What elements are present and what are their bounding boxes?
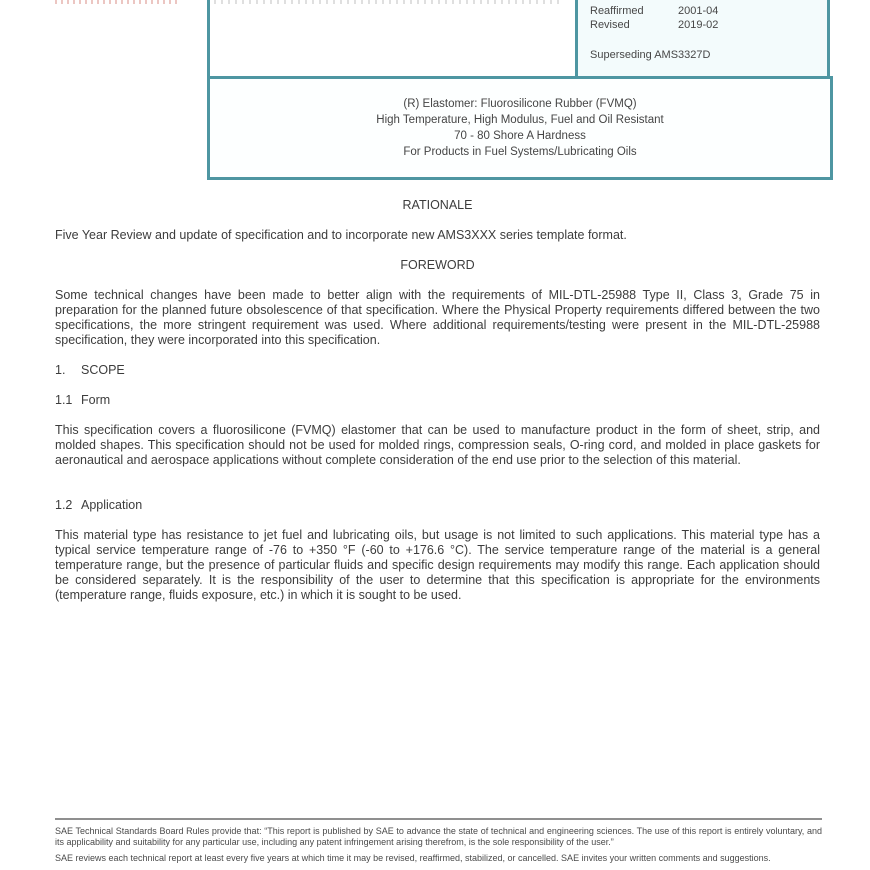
sae-logo-remnant: [55, 0, 180, 4]
title-line-3: 70 - 80 Shore A Hardness: [454, 130, 586, 142]
foreword-heading: FOREWORD: [400, 258, 475, 272]
footer-disclaimer-1: SAE Technical Standards Board Rules provide that: “This report is published by SAE to advance the state of technical and engineering sciences. The use of this report is entirely voluntary, and its applicability and suitability for any particular use, including any patent infringement arising therefrom, is the sole responsibility of the user.”: [55, 826, 822, 847]
section-1-1-title: Form: [81, 393, 111, 407]
specification-title-block: [207, 76, 833, 180]
spacer: [55, 483, 820, 498]
section-1-number: 1.: [55, 363, 66, 377]
header-text-remnant: [214, 0, 564, 4]
section-1-1-heading: [55, 393, 820, 408]
rationale-text: Five Year Review and update of specification and to incorporate new AMS3XXX series template format.: [55, 228, 627, 242]
footer: [55, 818, 822, 870]
section-1-2-number: 1.2: [55, 498, 73, 512]
revision-info-cell: [575, 0, 830, 76]
superseding-note: Superseding AMS3327D: [590, 49, 711, 61]
footer-divider: [55, 818, 822, 820]
title-line-4: For Products in Fuel Systems/Lubricating Oils: [403, 146, 637, 158]
revised-label: Revised: [590, 19, 630, 31]
section-1-2-heading: [55, 498, 820, 513]
title-line-1: (R) Elastomer: Fluorosilicone Rubber (FVMQ): [403, 98, 637, 110]
rationale-heading: RATIONALE: [402, 198, 473, 212]
footer-disclaimer-2: SAE reviews each technical report at least every five years at which time it may be revised, reaffirmed, stabilized, or cancelled. SAE invites your written comments and suggestions.: [55, 853, 771, 863]
revised-date: 2019-02: [678, 19, 719, 31]
section-1-1-text: This specification covers a fluorosilicone (FVMQ) elastomer that can be used to manufacture product in the form of sheet, strip, and molded shapes. This specification should not be used for molded rings, compression seals, O-ring cord, and molded in place gaskets for aeronautical and aerospace applications without complete consideration of the end use prior to the selection of this material.: [55, 423, 820, 467]
section-1-title: SCOPE: [81, 363, 125, 377]
revision-row-revised: [590, 18, 827, 32]
revision-row-reaffirmed: [590, 4, 827, 18]
reaffirmed-date: 2001-04: [678, 5, 719, 17]
section-1-2-text: This material type has resistance to jet fuel and lubricating oils, but usage is not limited to such applications. This material type has a typical service temperature range of -76 to +350 °F (-60 to +176.6 °C). The service temperature range of the material is a general temperature range, but the presence of particular fluids and specific design requirements may modify this range. Each application should be considered separately. It is the responsibility of the user to determine that this specification is appropriate for the environments (temperature range, fluids exposure, etc.) in which it is sought to be used.: [55, 528, 820, 602]
title-line-2: High Temperature, High Modulus, Fuel and Oil Resistant: [376, 114, 664, 126]
section-1-2-title: Application: [81, 498, 143, 512]
foreword-text: Some technical changes have been made to better align with the requirements of MIL-DTL-25988 Type II, Class 3, Grade 75 in preparation for the planned future obsolescence of that specification. Where the Physical Property requirements differed between the two specifications, the more stringent requirement was used. Where additional requirements/testing were present in the MIL-DTL-25988 specification, they were incorporated into this specification.: [55, 288, 820, 347]
header-table-left-border: [207, 0, 210, 76]
document-body: [55, 198, 820, 618]
reaffirmed-label: Reaffirmed: [590, 5, 644, 17]
section-1-heading: [55, 363, 820, 378]
section-1-1-number: 1.1: [55, 393, 73, 407]
